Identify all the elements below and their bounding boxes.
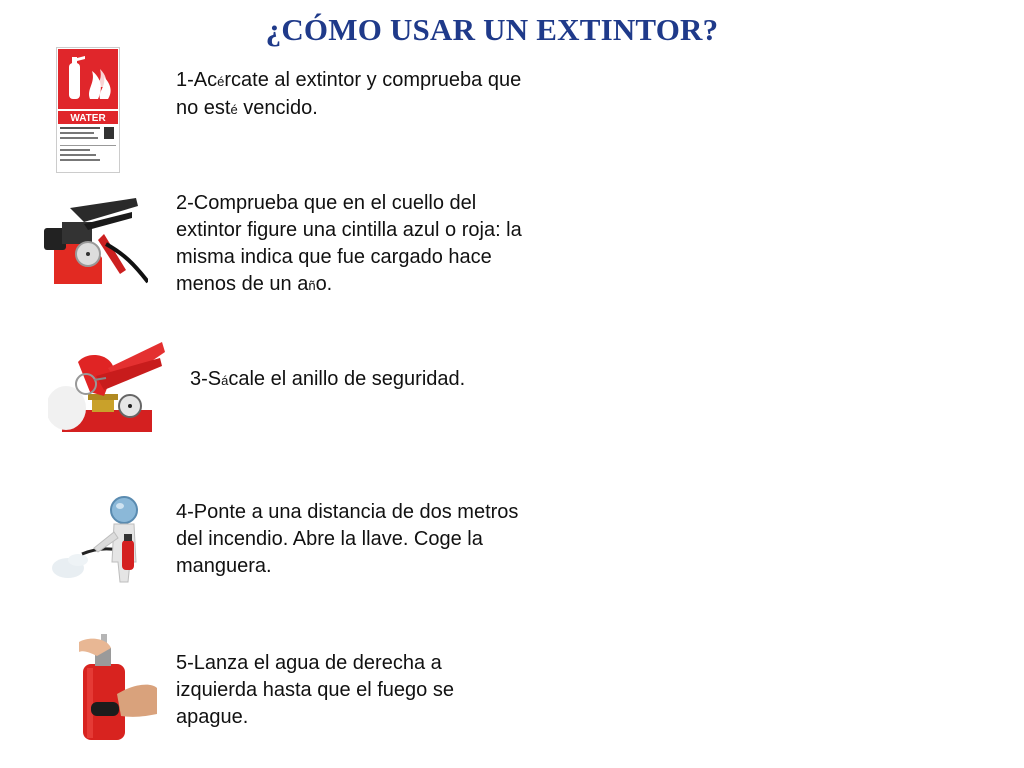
safety-pin-handle-icon xyxy=(48,336,165,432)
step-2-text: 2-Comprueba que en el cuello del extintor figure una cintilla azul o roja: la misma indica que fue cargado hace menos de un año. xyxy=(176,192,522,295)
water-extinguisher-sign-icon xyxy=(56,47,120,173)
extinguisher-valve-tag-icon xyxy=(44,194,148,284)
step-5-text: 5-Lanza el agua de derecha a izquierda hasta que el fuego se apague. xyxy=(176,652,454,728)
step-4-text: 4-Ponte a una distancia de dos metros del incendio. Abre la llave. Coge la manguera. xyxy=(176,501,519,577)
sign-label: WATER xyxy=(70,113,106,124)
step-1-text: 1-Acércate al extintor y comprueba que no esté vencido. xyxy=(176,69,522,119)
page-title: ¿CÓMO USAR UN EXTINTOR? xyxy=(265,12,719,47)
person-using-extinguisher-icon xyxy=(52,492,146,586)
hand-holding-extinguisher-icon xyxy=(77,634,157,740)
step-3-text: 3-Sácale el anillo de seguridad. xyxy=(190,368,466,390)
